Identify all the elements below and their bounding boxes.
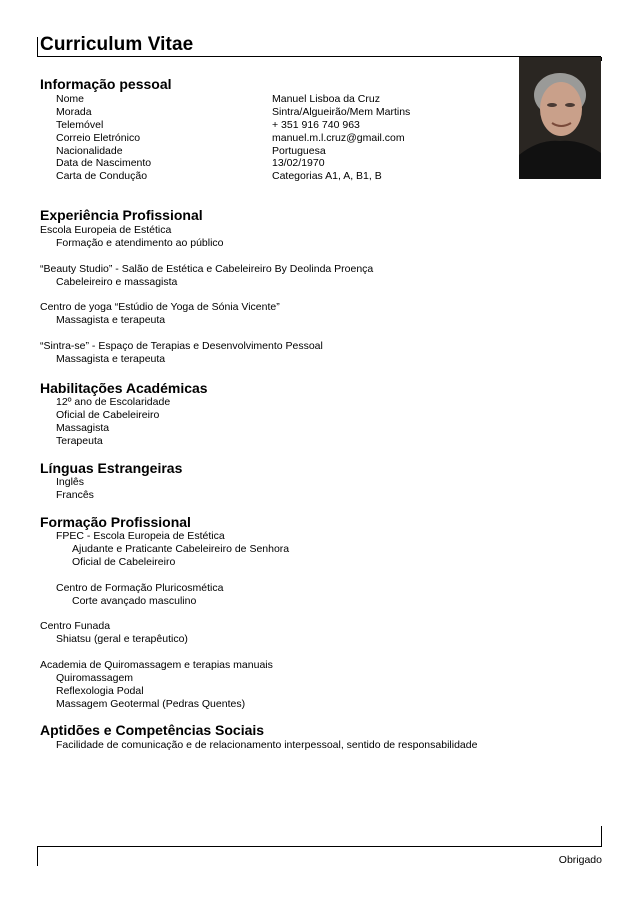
- info-label: Carta de Condução: [56, 170, 148, 182]
- academic-item: Terapeuta: [56, 435, 103, 447]
- training-course: Oficial de Cabeleireiro: [72, 556, 176, 568]
- social-item: Facilidade de comunicação e de relacionamento interpessoal, sentido de responsabilidade: [56, 739, 478, 751]
- footer-frame: [37, 846, 602, 847]
- section-heading-training: Formação Profissional: [40, 514, 191, 530]
- info-value: manuel.m.l.cruz@gmail.com: [272, 132, 405, 144]
- info-value: 13/02/1970: [272, 157, 325, 169]
- section-heading-academic: Habilitações Académicas: [40, 380, 208, 396]
- training-institution: Centro de Formação Pluricosmética: [56, 582, 224, 594]
- training-course: Reflexologia Podal: [56, 685, 144, 697]
- training-institution: FPEC - Escola Europeia de Estética: [56, 530, 225, 542]
- experience-employer: “Beauty Studio” - Salão de Estética e Cabeleireiro By Deolinda Proença: [40, 263, 374, 275]
- profile-photo: [519, 57, 601, 179]
- experience-role: Massagista e terapeuta: [56, 314, 166, 326]
- info-label: Telemóvel: [56, 119, 104, 131]
- training-institution: Centro Funada: [40, 620, 111, 632]
- experience-role: Massagista e terapeuta: [56, 353, 166, 365]
- training-course: Quiromassagem: [56, 672, 134, 684]
- info-value: Manuel Lisboa da Cruz: [272, 93, 380, 105]
- academic-item: Massagista: [56, 422, 110, 434]
- footer-frame-tick: [601, 826, 602, 846]
- footer-frame-left: [37, 846, 38, 866]
- info-label: Nacionalidade: [56, 145, 123, 157]
- info-value: Sintra/Algueirão/Mem Martins: [272, 106, 411, 118]
- info-value: + 351 916 740 963: [272, 119, 360, 131]
- academic-item: 12º ano de Escolaridade: [56, 396, 171, 408]
- experience-employer: “Sintra-se” - Espaço de Terapias e Desenvolvimento Pessoal: [40, 340, 323, 352]
- info-label: Data de Nascimento: [56, 157, 152, 169]
- info-value: Portuguesa: [272, 145, 326, 157]
- language-item: Inglês: [56, 476, 85, 488]
- training-institution: Academia de Quiromassagem e terapias manuais: [40, 659, 273, 671]
- page-title: Curriculum Vitae: [40, 34, 194, 55]
- training-course: Shiatsu (geral e terapêutico): [56, 633, 188, 645]
- info-label: Correio Eletrónico: [56, 132, 141, 144]
- portrait-image: [519, 57, 601, 179]
- section-heading-personal: Informação pessoal: [40, 76, 172, 92]
- experience-employer: Centro de yoga “Estúdio de Yoga de Sónia Vicente”: [40, 301, 280, 313]
- academic-item: Oficial de Cabeleireiro: [56, 409, 160, 421]
- experience-role: Formação e atendimento ao público: [56, 237, 224, 249]
- experience-role: Cabeleireiro e massagista: [56, 276, 178, 288]
- header-frame-tick: [601, 57, 602, 61]
- training-course: Corte avançado masculino: [72, 595, 197, 607]
- info-label: Morada: [56, 106, 92, 118]
- section-heading-languages: Línguas Estrangeiras: [40, 460, 183, 476]
- training-course: Ajudante e Praticante Cabeleireiro de Senhora: [72, 543, 290, 555]
- section-heading-experience: Experiência Profissional: [40, 207, 203, 223]
- info-value: Categorias A1, A, B1, B: [272, 170, 382, 182]
- training-course: Massagem Geotermal (Pedras Quentes): [56, 698, 246, 710]
- section-heading-social: Aptidões e Competências Sociais: [40, 722, 265, 738]
- footer-text: Obrigado: [558, 854, 602, 866]
- experience-employer: Escola Europeia de Estética: [40, 224, 172, 236]
- language-item: Francês: [56, 489, 94, 501]
- info-label: Nome: [56, 93, 85, 105]
